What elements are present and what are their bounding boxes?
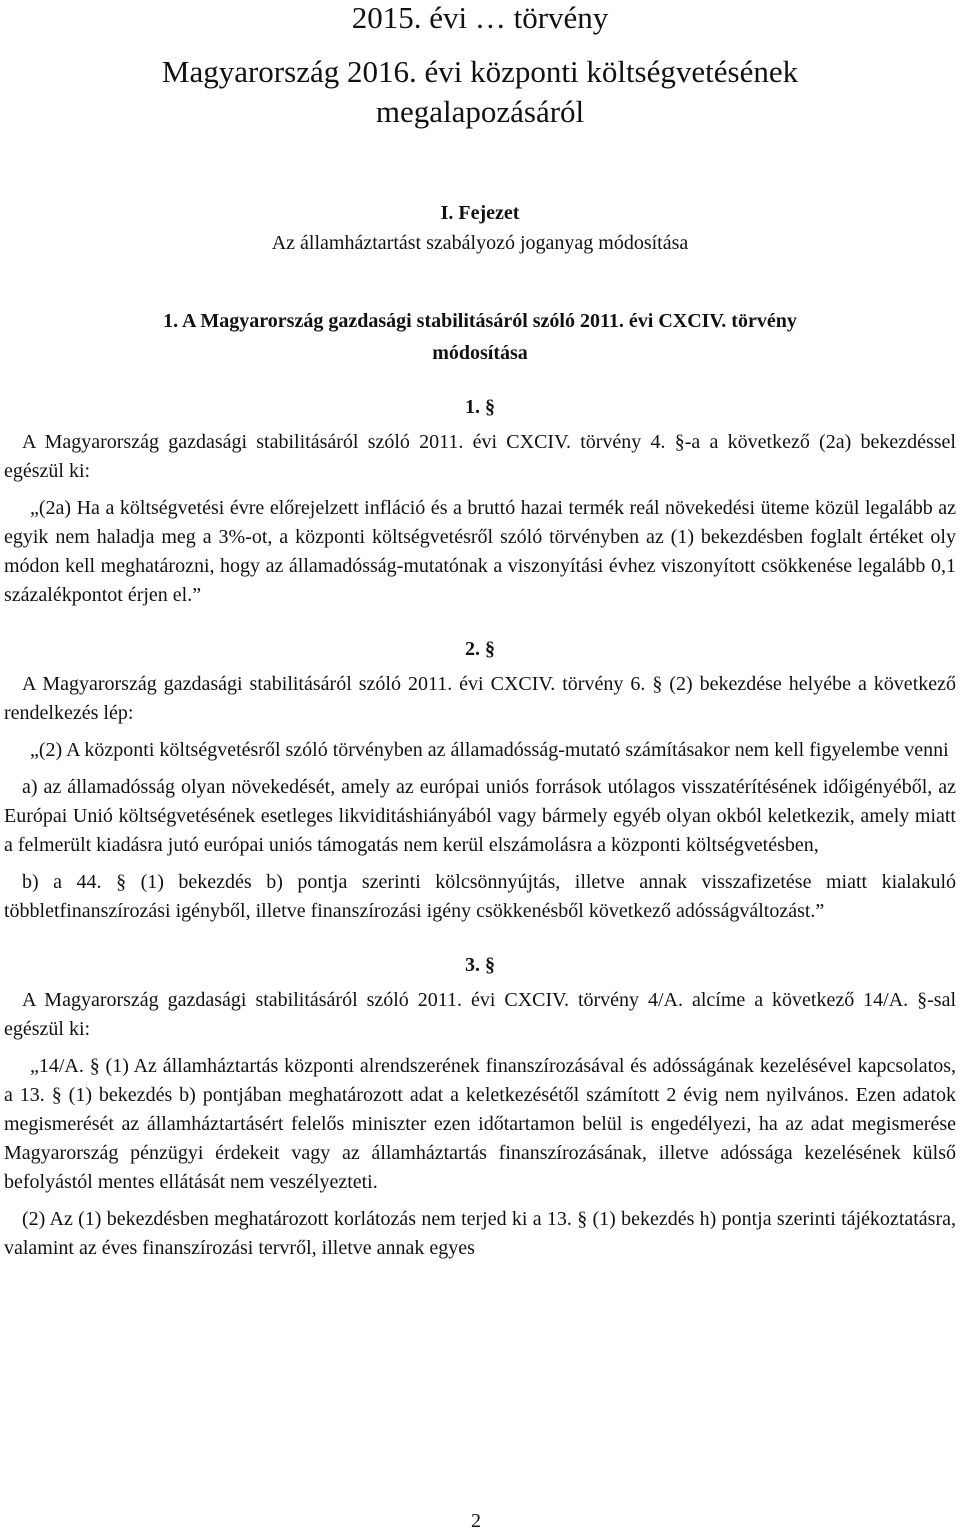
document-page — [4, 0, 956, 1263]
paragraph-1-number: 1. § — [465, 396, 495, 418]
paragraph-3-number: 3. § — [465, 954, 495, 976]
paragraph-1-quote: „(2a) Ha a költségvetési évre előrejelzett infláció és a bruttó hazai termék reál növekedési üteme közül legalább az egyik nem haladja meg a 3%-ot, a központi költségvetésről szóló törvényben az (1) bekezdésben foglalt értéket oly módon kell meghatározni, hogy az államadósság-mutatónak a viszonyítási évhez viszonyított csökkenése legalább 0,1 százalékpontot érjen el.” — [4, 497, 956, 606]
paragraph-3-quote-1: „14/A. § (1) Az államháztartás központi alrendszerének finanszírozásával és adósságának kezelésével kapcsolatos, a 13. § (1) bekezdés b) pontjában meghatározott adat a keletkezésétől számított 2 évig nem nyilvános. Ezen adatok megismerését az államháztartásért felelős miniszter ezen időtartamon belül is engedélyezi, ha az adat megismerése Magyarország pénzügyi érdekeit vagy az államháztartás finanszírozásának, illetve adóssága kezelésének külső befolyástól mentes ellátását nem veszélyezteti. — [4, 1055, 956, 1193]
paragraph-1-intro: A Magyarország gazdasági stabilitásáról szóló 2011. évi CXCIV. törvény 4. §-a a következő (2a) bekezdéssel egészül ki: — [4, 431, 956, 482]
section-title-line-1: 1. A Magyarország gazdasági stabilitásáról szóló 2011. évi CXCIV. törvény — [163, 310, 797, 332]
chapter-number: I. Fejezet — [440, 202, 520, 224]
law-subject-line-2: megalapozásáról — [375, 94, 585, 129]
paragraph-2-point-a: a) az államadósság olyan növekedését, amely az európai uniós források utólagos visszatérítésének időigényéből, az Európai Unió költségvetésének esetleges likviditáshiányából vagy bármely egyéb olyan okból keletkezik, amely miatt a felmerült kiadásra jutó európai uniós támogatás nem kerül elszámolásra a központi költségvetésben, — [4, 776, 956, 856]
paragraph-2-point-b: b) a 44. § (1) bekezdés b) pontja szerinti kölcsönnyújtás, illetve annak visszafizetése miatt kialakuló többletfinanszírozási igényből, illetve finanszírozási igény csökkenésből következő adósságváltozást.” — [4, 871, 956, 922]
section-title-line-2: módosítása — [432, 342, 528, 364]
paragraph-3-quote-2: (2) Az (1) bekezdésben meghatározott korlátozás nem terjed ki a 13. § (1) bekezdés h) pontja szerinti tájékoztatásra, valamint az éves finanszírozási tervről, illetve annak egyes — [4, 1208, 956, 1259]
paragraph-2-number: 2. § — [465, 638, 495, 660]
paragraph-3-intro: A Magyarország gazdasági stabilitásáról szóló 2011. évi CXCIV. törvény 4/A. alcíme a következő 14/A. §-sal egészül ki: — [4, 989, 956, 1040]
paragraph-2-quote: „(2) A központi költségvetésről szóló törvényben az államadósság-mutató számításakor nem kell figyelembe venni — [30, 739, 949, 761]
law-title: 2015. évi … törvény — [351, 0, 609, 35]
paragraph-2-intro: A Magyarország gazdasági stabilitásáról szóló 2011. évi CXCIV. törvény 6. § (2) bekezdése helyébe a következő rendelkezés lép: — [4, 673, 956, 724]
page-number: 2 — [471, 1510, 481, 1532]
law-subject-line-1: Magyarország 2016. évi központi költségvetésének — [161, 54, 799, 89]
chapter-name: Az államháztartást szabályozó joganyag módosítása — [271, 232, 689, 254]
